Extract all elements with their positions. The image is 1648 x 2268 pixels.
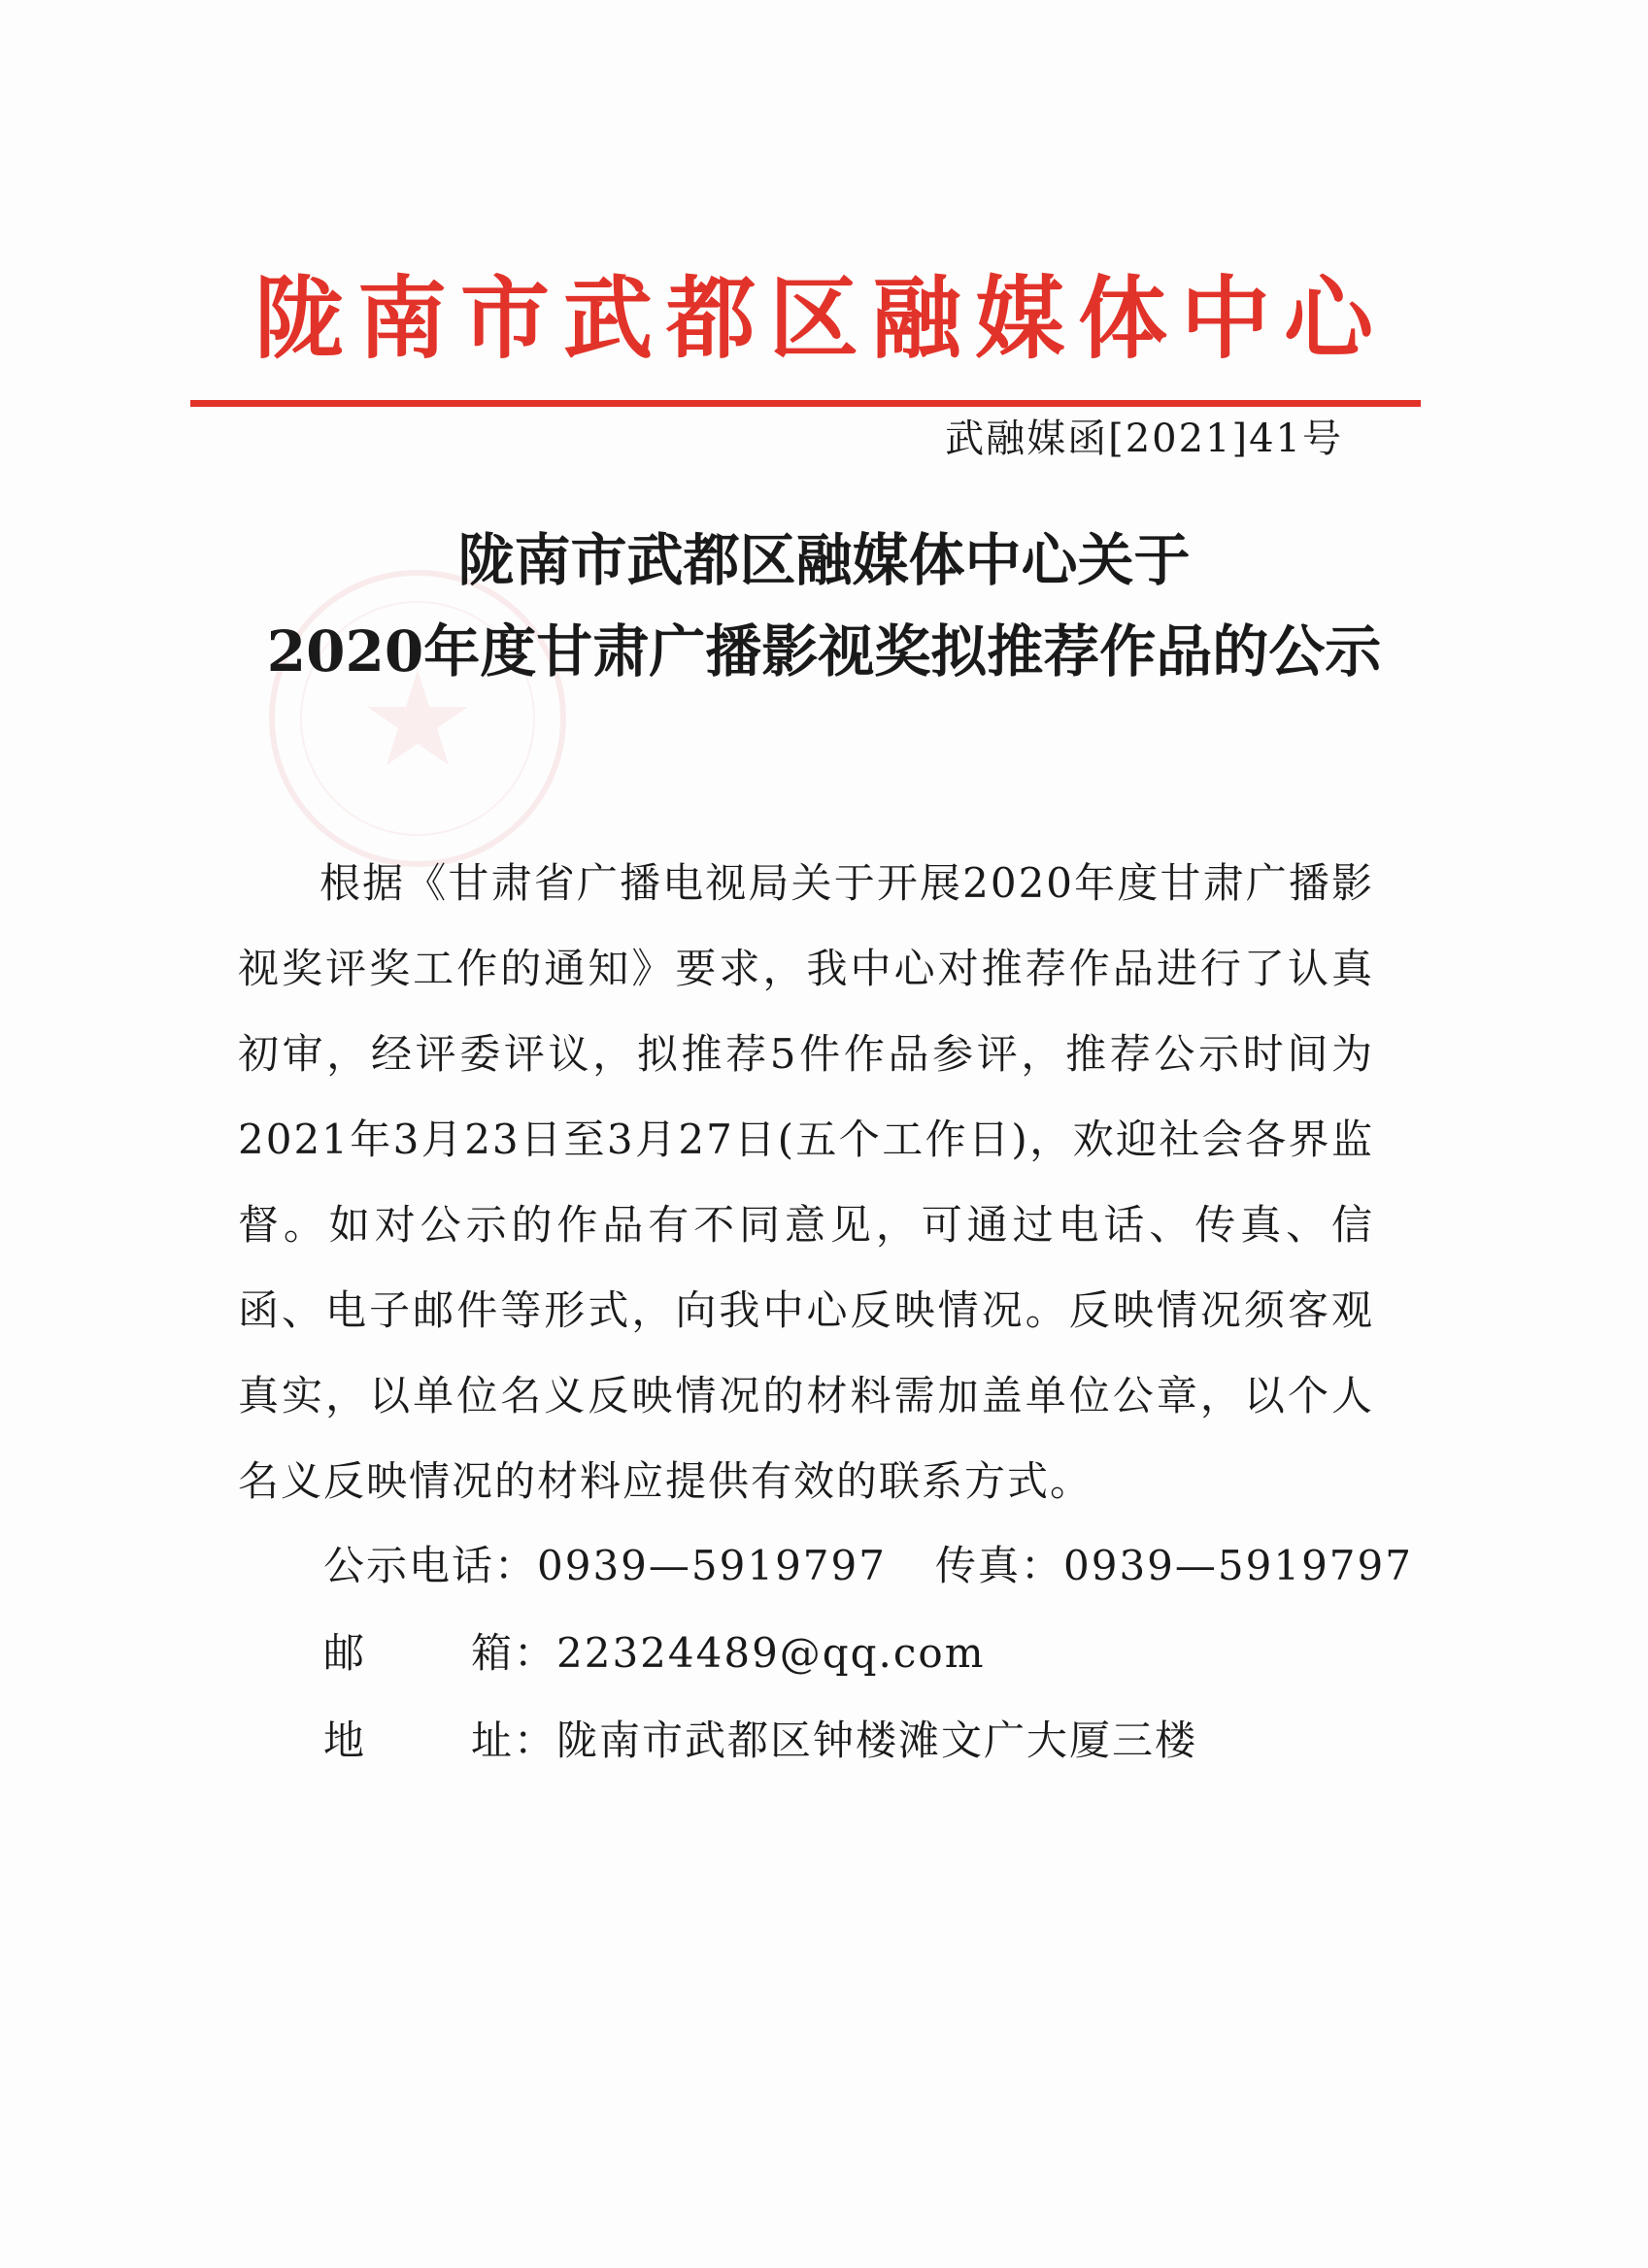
address-value: 陇南市武都区钟楼滩文广大厦三楼 bbox=[556, 1717, 1198, 1764]
contact-address bbox=[323, 1709, 1197, 1767]
body-paragraph: 根据《甘肃省广播电视局关于开展2020年度甘肃广播影视奖评奖工作的通知》要求，我中心对推荐作品进行了认真初审，经评委评议，拟推荐5件作品参评，推荐公示时间为2021年3月23日至3月27日(五个工作日)，欢迎社会各界监督。如对公示的作品有不同意见，可通过电话、传真、信函、电子邮件等形式，向我中心反映情况。反映情况须客观真实，以单位名义反映情况的材料需加盖单位公章，以个人名义反映情况的材料应提供有效的联系方式。 bbox=[238, 859, 1374, 1505]
title-line-2: 2020年度甘肃广播影视奖拟推荐作品的公示 bbox=[266, 618, 1382, 684]
fax-value: 0939—5919797 bbox=[1063, 1542, 1413, 1589]
address-label-part1: 地 bbox=[323, 1717, 367, 1764]
contact-fax bbox=[935, 1534, 1413, 1592]
contact-email bbox=[323, 1621, 986, 1680]
fax-label: 传真： bbox=[935, 1542, 1064, 1589]
email-value: 22324489@qq.com bbox=[556, 1629, 986, 1677]
document-title bbox=[194, 515, 1454, 697]
title-line-1: 陇南市武都区融媒体中心关于 bbox=[457, 527, 1191, 593]
phone-label: 公示电话： bbox=[323, 1542, 538, 1589]
document-number: 武融媒函[2021]41号 bbox=[945, 417, 1343, 461]
email-label-part1: 邮 bbox=[323, 1629, 367, 1677]
email-label-part2: 箱： bbox=[471, 1629, 557, 1677]
organization-header: 陇南市武都区融媒体中心 bbox=[253, 266, 1387, 371]
phone-value: 0939—5919797 bbox=[537, 1542, 887, 1589]
contact-phone bbox=[323, 1534, 887, 1592]
body-text bbox=[238, 841, 1374, 1524]
address-label-part2: 址： bbox=[471, 1717, 557, 1764]
header-red-rule bbox=[190, 400, 1421, 407]
